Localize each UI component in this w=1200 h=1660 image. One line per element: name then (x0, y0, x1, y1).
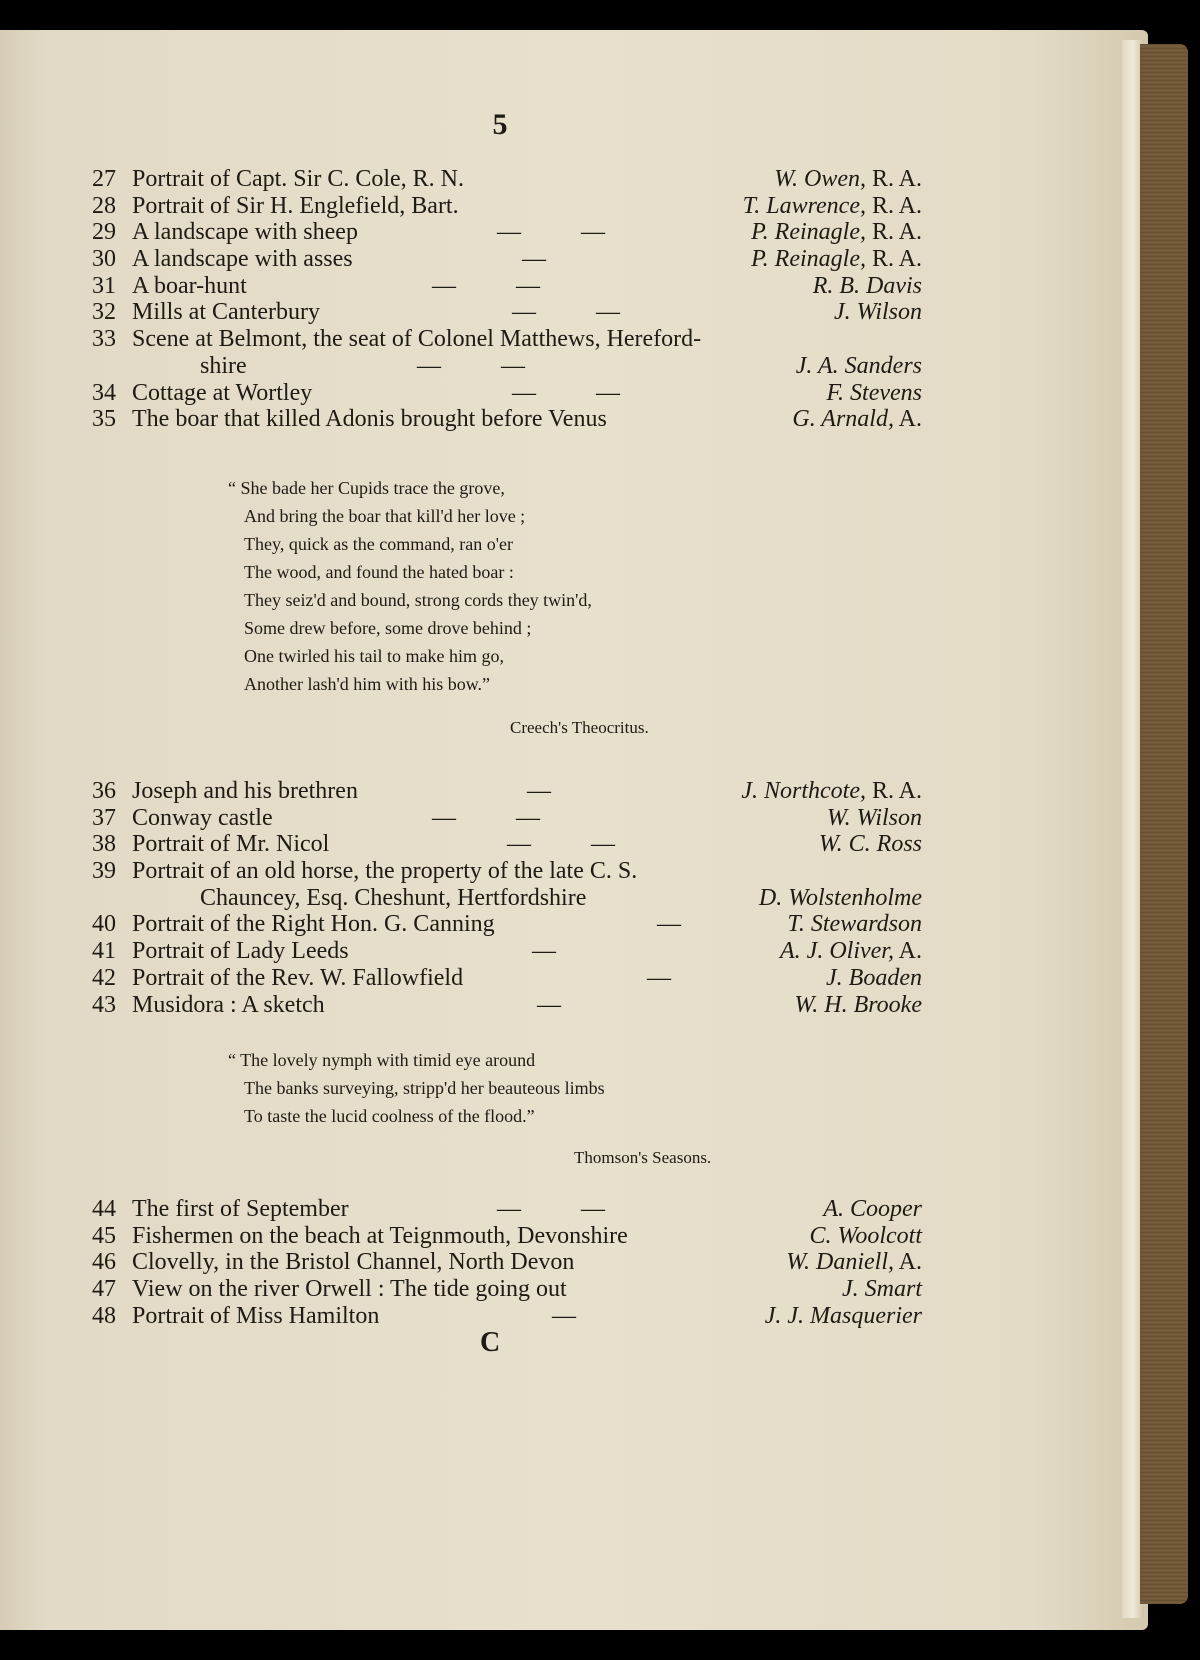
entry-dashes: — — (512, 379, 620, 406)
entry-title: A landscape with asses (132, 246, 353, 273)
entry-number: 29 (92, 219, 116, 246)
entry-number: 37 (92, 804, 116, 831)
verse-quotation-1 (228, 474, 592, 698)
entry-title: The boar that killed Adonis brought before Venus (132, 406, 607, 433)
entry-row (92, 1196, 922, 1223)
verse-line: To taste the lucid coolness of the flood.” (244, 1106, 535, 1126)
entry-number: 46 (92, 1249, 116, 1276)
entry-number: 36 (92, 778, 116, 804)
entry-row-continuation (92, 885, 922, 912)
entry-row (92, 1249, 922, 1276)
entry-number: 41 (92, 938, 116, 965)
entry-row (92, 193, 922, 220)
entry-row (92, 219, 922, 246)
entry-artist: P. Reinagle, R. A. (751, 246, 922, 273)
entry-dashes: — (657, 911, 681, 938)
entry-row (92, 246, 922, 273)
verse-line: The wood, and found the hated boar : (244, 562, 514, 582)
entry-number: 40 (92, 911, 116, 938)
entry-number: 45 (92, 1222, 116, 1249)
entry-artist: W. H. Brooke (794, 991, 922, 1018)
entry-row (92, 778, 922, 805)
entry-dashes: — — (417, 352, 525, 379)
verse-credit-1: Creech's Theocritus. (510, 718, 649, 737)
verse-credit-2: Thomson's Seasons. (574, 1148, 712, 1167)
entry-artist: P. Reinagle, R. A. (751, 219, 922, 246)
entry-title: Portrait of Lady Leeds (132, 938, 349, 965)
entry-row (92, 166, 922, 193)
entry-row (92, 380, 922, 407)
entry-artist: J. J. Masquerier (764, 1302, 922, 1329)
entry-artist: W. Daniell, A. (786, 1249, 922, 1276)
verse-line: “ She bade her Cupids trace the grove, (228, 478, 505, 498)
entry-dashes: — — (497, 219, 605, 246)
entry-row (92, 1303, 922, 1330)
entry-artist: A. Cooper (823, 1196, 922, 1222)
entry-artist: J. Wilson (834, 299, 922, 326)
book-cover-edge (1140, 44, 1188, 1604)
entry-dashes: — (522, 246, 546, 273)
entry-artist: J. A. Sanders (795, 352, 922, 379)
entry-artist: J. Northcote, R. A. (741, 778, 922, 804)
entry-title: View on the river Orwell : The tide going out (132, 1276, 567, 1303)
entry-title: Portrait of the Rev. W. Fallowfield (132, 964, 464, 991)
entry-number: 30 (92, 246, 116, 273)
entry-title: Chauncey, Esq. Cheshunt, Hertfordshire (200, 884, 587, 911)
entry-artist: T. Stewardson (787, 911, 922, 938)
entry-artist: W. C. Ross (818, 831, 922, 858)
entry-title: Mills at Canterbury (132, 299, 320, 326)
entry-title: Musidora : A sketch (132, 991, 325, 1018)
entry-dashes: — (532, 938, 556, 965)
entry-dashes: — (552, 1302, 576, 1329)
entry-dashes: — — (512, 299, 620, 326)
entry-dashes: — — (497, 1196, 605, 1222)
entry-dashes: — — (432, 272, 540, 299)
entry-title: Portrait of Miss Hamilton (132, 1302, 380, 1329)
entry-row (92, 911, 922, 938)
entry-dashes: — (537, 991, 561, 1018)
entry-title: Cottage at Wortley (132, 379, 313, 406)
entry-title: Joseph and his brethren (132, 778, 358, 804)
entry-title: Fishermen on the beach at Teignmouth, Devonshire (132, 1222, 628, 1249)
entry-number: 44 (92, 1196, 116, 1222)
entry-title: Conway castle (132, 804, 273, 831)
verse-quotation-2 (228, 1046, 605, 1130)
entry-number: 39 (92, 858, 116, 885)
entry-row (92, 1223, 922, 1250)
entry-artist: T. Lawrence, R. A. (742, 192, 922, 219)
entry-dashes: — (647, 964, 671, 991)
entry-row (92, 938, 922, 965)
verse-line: The banks surveying, stripp'd her beauteous limbs (244, 1078, 605, 1098)
entry-number: 35 (92, 406, 116, 433)
entry-number: 32 (92, 299, 116, 326)
entry-number: 28 (92, 192, 116, 219)
entry-dashes: — — (432, 804, 540, 831)
entry-row (92, 831, 922, 858)
entry-row (92, 805, 922, 832)
entry-list-2 (92, 778, 922, 1018)
entry-row (92, 326, 922, 353)
entry-title: Portrait of an old horse, the property of the late C. S. (132, 858, 638, 885)
entry-row (92, 965, 922, 992)
entry-number: 33 (92, 326, 116, 353)
entry-artist: J. Smart (842, 1276, 922, 1303)
entry-row (92, 858, 922, 885)
entry-artist: C. Woolcott (809, 1222, 922, 1249)
entry-row (92, 1276, 922, 1303)
entry-number: 43 (92, 991, 116, 1018)
signature-mark: C (480, 1327, 501, 1358)
entry-row (92, 273, 922, 300)
entry-artist: J. Boaden (826, 964, 922, 991)
entry-number: 38 (92, 831, 116, 858)
entry-row (92, 299, 922, 326)
entry-title: Portrait of Capt. Sir C. Cole, R. N. (132, 166, 464, 192)
entry-row-continuation (92, 353, 922, 380)
verse-line: They seiz'd and bound, strong cords they twin'd, (244, 590, 592, 610)
entry-number: 34 (92, 379, 116, 406)
entry-dashes: — — (507, 831, 615, 858)
entry-title: A landscape with sheep (132, 219, 358, 246)
entry-artist: W. Owen, R. A. (774, 166, 922, 192)
entry-artist: F. Stevens (826, 379, 922, 406)
entry-title: Portrait of Mr. Nicol (132, 831, 330, 858)
verse-line: Another lash'd him with his bow.” (244, 674, 491, 694)
entry-artist: R. B. Davis (812, 272, 922, 299)
entry-number: 27 (92, 166, 116, 192)
verse-line: They, quick as the command, ran o'er (244, 534, 513, 554)
entry-number: 31 (92, 272, 116, 299)
verse-line: One twirled his tail to make him go, (244, 646, 504, 666)
page-number: 5 (492, 108, 508, 141)
entry-title: A boar-hunt (132, 272, 247, 299)
entry-row (92, 406, 922, 433)
verse-line: “ The lovely nymph with timid eye around (228, 1050, 536, 1070)
entry-artist: D. Wolstenholme (758, 884, 922, 911)
entry-list-3 (92, 1196, 922, 1329)
entry-artist: W. Wilson (826, 804, 922, 831)
entry-number: 47 (92, 1276, 116, 1303)
entry-title: shire (200, 352, 247, 379)
entry-title: Portrait of Sir H. Englefield, Bart. (132, 192, 459, 219)
entry-row (92, 992, 922, 1019)
entry-list-1 (92, 166, 922, 433)
verse-line: And bring the boar that kill'd her love ; (244, 506, 526, 526)
entry-artist: G. Arnald, A. (792, 406, 922, 433)
entry-dashes: — (527, 778, 551, 804)
entry-artist: A. J. Oliver, A. (780, 938, 922, 965)
entry-number: 42 (92, 964, 116, 991)
entry-title: The first of September (132, 1196, 349, 1222)
entry-title: Scene at Belmont, the seat of Colonel Matthews, Hereford- (132, 326, 702, 353)
entry-title: Clovelly, in the Bristol Channel, North Devon (132, 1249, 575, 1276)
verse-line: Some drew before, some drove behind ; (244, 618, 532, 638)
entry-number: 48 (92, 1302, 116, 1329)
entry-title: Portrait of the Right Hon. G. Canning (132, 911, 495, 938)
